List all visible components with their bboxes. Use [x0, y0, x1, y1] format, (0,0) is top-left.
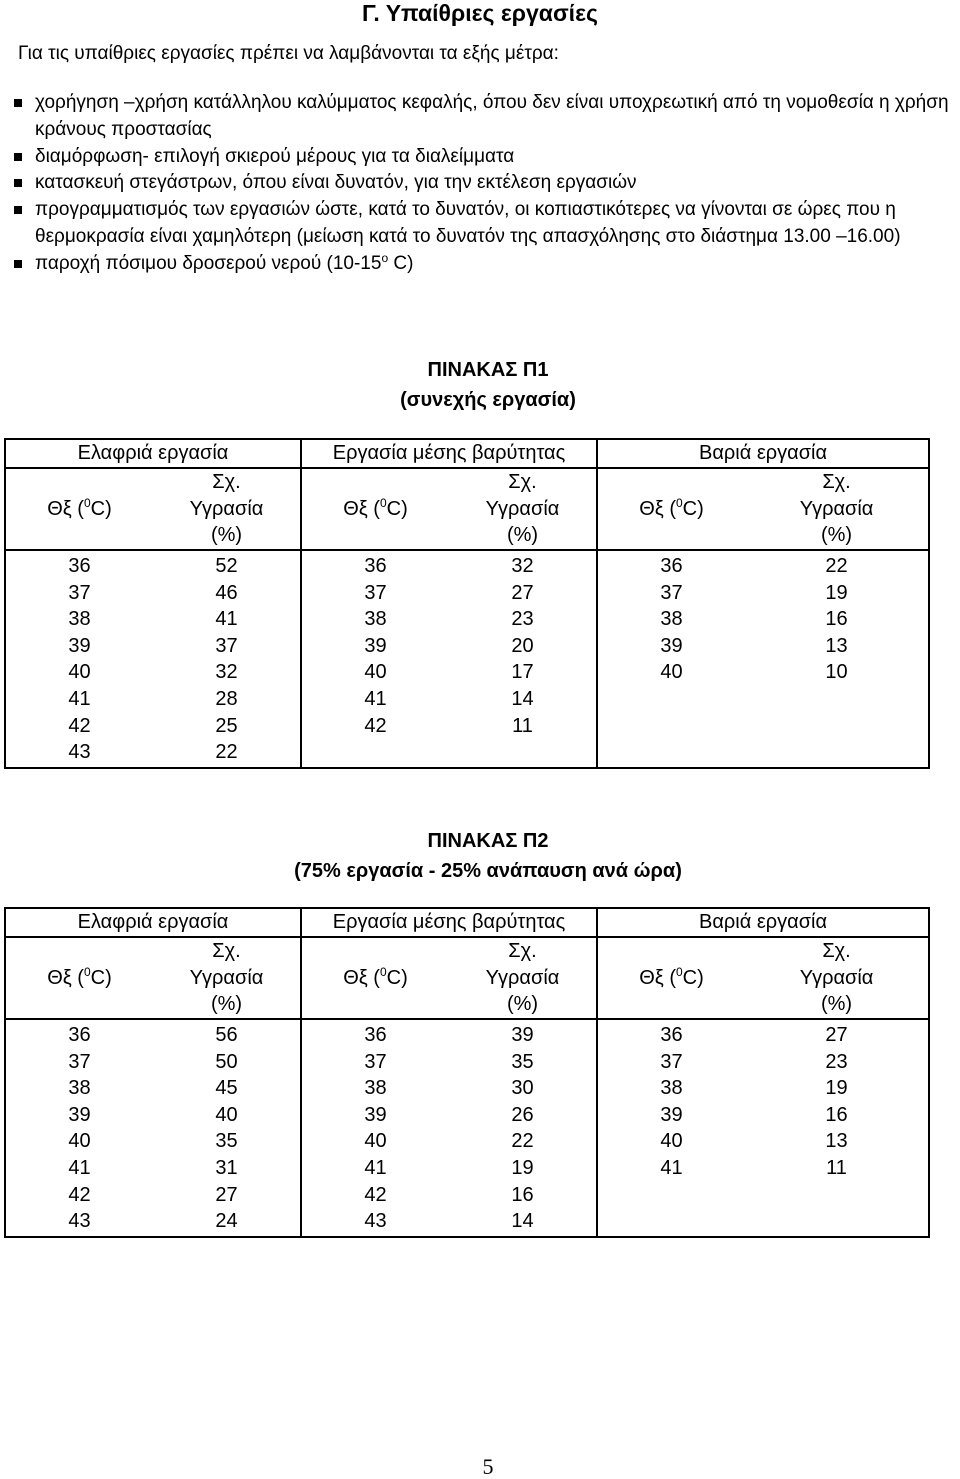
table-cell: 35: [215, 1130, 238, 1153]
table-cell: 38: [68, 1077, 91, 1100]
table-cell: 14: [511, 687, 534, 710]
table1-title-line2: (συνεχής εργασία): [400, 389, 576, 411]
humidity-column: [745, 1019, 929, 1237]
humidity-column: [153, 1019, 301, 1237]
table-cell: 40: [364, 1130, 387, 1153]
table-cell: 36: [660, 555, 683, 577]
temperature-column: [5, 550, 153, 768]
table-cell: 41: [68, 1156, 91, 1179]
group-header-medium: Εργασία μέσης βαρύτητας: [301, 439, 597, 468]
table-cell: 36: [660, 1024, 683, 1046]
list-item: [14, 144, 960, 171]
table-cell: 19: [511, 1156, 534, 1179]
table-cell: 42: [364, 1183, 387, 1206]
table-cell: 38: [364, 608, 387, 631]
humidity-column: [153, 550, 301, 768]
table-cell: 22: [511, 1130, 534, 1153]
table-cell: 27: [825, 1024, 848, 1046]
table-cell: 43: [68, 1210, 91, 1233]
square-bullet-icon: [14, 179, 22, 187]
table-cell: 35: [511, 1050, 534, 1073]
square-bullet-icon: [14, 206, 22, 214]
table2-title-line2: (75% εργασία - 25% ανάπαυση ανά ώρα): [294, 860, 682, 882]
table-cell: 37: [364, 581, 387, 604]
table-cell: 45: [215, 1077, 238, 1100]
table-cell: 27: [511, 581, 534, 604]
table1: [4, 438, 930, 769]
list-item-text: κατασκευή στεγάστρων, όπου είναι δυνατόν, για την εκτέλεση εργασιών: [35, 172, 637, 194]
humidity-column: [449, 1019, 597, 1237]
temperature-column: [597, 550, 745, 768]
temp-header: Θξ ($^0$C): [301, 468, 449, 550]
table-cell: 37: [215, 634, 238, 657]
temp-header: Θξ ($^0$C): [301, 937, 449, 1019]
intro-text: Για τις υπαίθριες εργασίες πρέπει να λαμβάνονται τα εξής μέτρα:: [18, 43, 559, 64]
table1-title: [0, 355, 960, 415]
table-cell: 39: [364, 634, 387, 657]
table-cell: 26: [511, 1103, 534, 1126]
section-title: Γ. Υπαίθριες εργασίες: [362, 0, 598, 26]
group-header-heavy: Βαριά εργασία: [597, 908, 929, 937]
table-cell: 32: [215, 661, 238, 684]
table-cell: 36: [68, 555, 91, 577]
temp-header: Θξ ($^0$C): [597, 937, 745, 1019]
group-header-heavy: Βαριά εργασία: [597, 439, 929, 468]
table-cell: 16: [825, 608, 848, 631]
list-item: [14, 251, 960, 278]
table-cell: 37: [68, 581, 91, 604]
table-cell: 38: [68, 608, 91, 631]
humidity-header: Σχ. Υγρασία (%): [449, 468, 597, 550]
temperature-column: [301, 550, 449, 768]
table-cell: 23: [511, 608, 534, 631]
table-cell: 39: [364, 1103, 387, 1126]
table-cell: 40: [215, 1103, 238, 1126]
table-cell: 14: [511, 1210, 534, 1233]
table-cell: 16: [511, 1183, 534, 1206]
table-cell: 41: [364, 687, 387, 710]
table-cell: 41: [215, 608, 238, 631]
table-cell: 46: [215, 581, 238, 604]
temperature-column: [597, 1019, 745, 1237]
square-bullet-icon: [14, 260, 22, 268]
table-cell: 42: [364, 714, 387, 737]
table-cell: 10: [825, 661, 848, 684]
list-item-text: διαμόρφωση- επιλογή σκιερού μέρους για τα διαλείμματα: [35, 145, 515, 167]
table-cell: 40: [364, 661, 387, 684]
humidity-column: [449, 550, 597, 768]
table-cell: 39: [68, 1103, 91, 1126]
table-cell: 22: [825, 555, 848, 577]
table-cell: 39: [68, 634, 91, 657]
humidity-header: Σχ. Υγρασία (%): [153, 468, 301, 550]
table-cell: 37: [68, 1050, 91, 1073]
table-cell: 36: [364, 1024, 387, 1046]
table-cell: 39: [660, 1103, 683, 1126]
table-cell: 13: [825, 1130, 848, 1153]
group-header-light: Ελαφριά εργασία: [5, 908, 301, 937]
table-cell: 37: [364, 1050, 387, 1073]
table-cell: 40: [68, 1130, 91, 1153]
table-cell: 31: [215, 1156, 238, 1179]
table2-title-line1: ΠΙΝΑΚΑΣ Π2: [427, 830, 549, 852]
table-cell: 11: [512, 714, 533, 737]
table-cell: 39: [660, 634, 683, 657]
list-item: [14, 170, 960, 197]
table-cell: 41: [660, 1156, 683, 1179]
humidity-column: [745, 550, 929, 768]
square-bullet-icon: [14, 153, 22, 161]
humidity-header: Σχ. Υγρασία (%): [153, 937, 301, 1019]
table-cell: 22: [215, 741, 238, 764]
table-cell: 52: [215, 555, 238, 577]
table-cell: 56: [215, 1024, 238, 1046]
table-cell: 13: [825, 634, 848, 657]
table-cell: 24: [215, 1210, 238, 1233]
table-cell: 19: [825, 1077, 848, 1100]
table-cell: 40: [660, 1130, 683, 1153]
temperature-column: [301, 1019, 449, 1237]
humidity-header: Σχ. Υγρασία (%): [449, 937, 597, 1019]
list-item: [14, 90, 960, 144]
table-cell: 36: [68, 1024, 91, 1046]
table-cell: 28: [215, 687, 238, 710]
table-cell: 38: [364, 1077, 387, 1100]
table-cell: 50: [215, 1050, 238, 1073]
table-cell: 38: [660, 608, 683, 631]
temp-header: Θξ ($^0$C): [597, 468, 745, 550]
table-cell: 39: [511, 1024, 534, 1046]
table-cell: 25: [215, 714, 238, 737]
temperature-column: [5, 1019, 153, 1237]
table-cell: 42: [68, 714, 91, 737]
table-cell: 20: [511, 634, 534, 657]
table-cell: 42: [68, 1183, 91, 1206]
table-cell: 32: [511, 555, 534, 577]
table2: [4, 907, 930, 1238]
measures-list: [14, 90, 960, 278]
table-cell: 38: [660, 1077, 683, 1100]
table2-title: [0, 826, 960, 886]
table-cell: 40: [660, 661, 683, 684]
table-cell: 36: [364, 555, 387, 577]
list-item: [14, 197, 960, 251]
table-cell: 23: [825, 1050, 848, 1073]
temp-header: Θξ ($^0$C): [5, 937, 153, 1019]
page-number: 5: [482, 1454, 494, 1479]
table-cell: 11: [826, 1156, 847, 1179]
table-cell: 37: [660, 581, 683, 604]
table1-title-line1: ΠΙΝΑΚΑΣ Π1: [427, 359, 549, 381]
humidity-header: Σχ. Υγρασία (%): [745, 468, 929, 550]
list-item-text: προγραμματισμός των εργασιών ώστε, κατά το δυνατόν, οι κοπιαστικότερες να γίνονται σε ώρες που η θερμοκρασία είναι χαμηλότερη (μείωση κατά το δυνατόν της απασχόλησης στο διάστημα 13.00 –16.00): [35, 199, 901, 247]
table-cell: 16: [825, 1103, 848, 1126]
group-header-medium: Εργασία μέσης βαρύτητας: [301, 908, 597, 937]
list-item-text: χορήγηση –χρήση κατάλληλου καλύμματος κεφαλής, όπου δεν είναι υποχρεωτική από τη νομοθεσία η χρήση κράνους προστασίας: [35, 92, 949, 140]
table-cell: 43: [364, 1210, 387, 1233]
table-cell: 30: [511, 1077, 534, 1100]
table-cell: 41: [68, 687, 91, 710]
table-cell: 27: [215, 1183, 238, 1206]
table-cell: 41: [364, 1156, 387, 1179]
table-cell: 40: [68, 661, 91, 684]
table-cell: 19: [825, 581, 848, 604]
temp-header: Θξ ($^0$C): [5, 468, 153, 550]
table-cell: 37: [660, 1050, 683, 1073]
humidity-header: Σχ. Υγρασία (%): [745, 937, 929, 1019]
square-bullet-icon: [14, 99, 22, 107]
group-header-light: Ελαφριά εργασία: [5, 439, 301, 468]
table-cell: 17: [511, 661, 534, 684]
table-cell: 43: [68, 741, 91, 764]
list-item-text: παροχή πόσιμου δροσερού νερού ($10-15^o$ C): [35, 250, 414, 274]
